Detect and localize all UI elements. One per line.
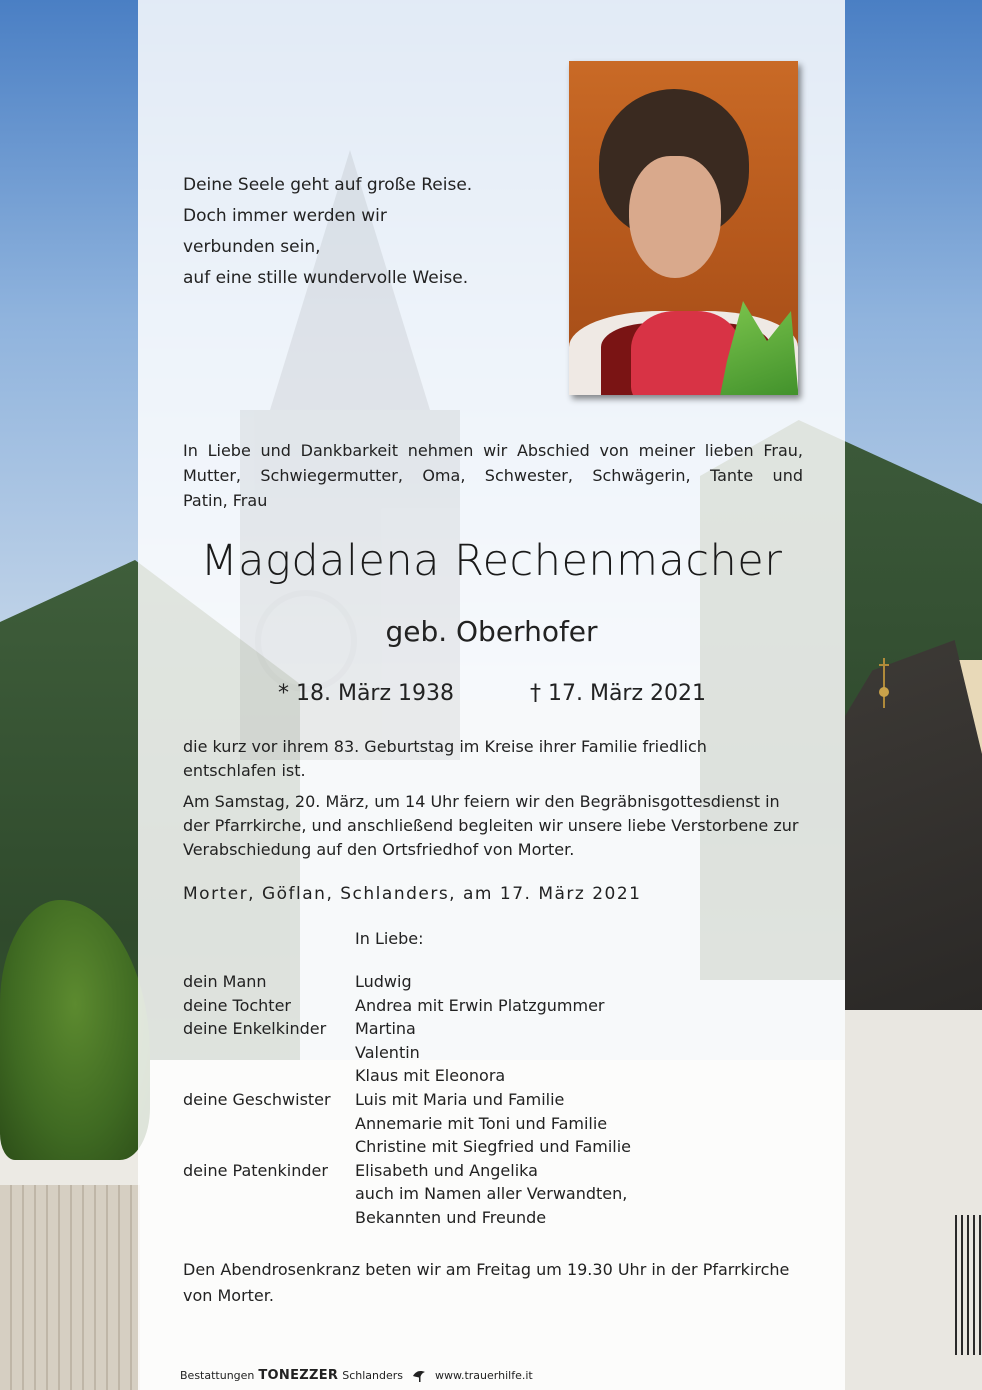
mourner-name: Valentin [355, 1042, 420, 1062]
poem [183, 170, 543, 294]
mourner-row [183, 970, 803, 994]
poem-line: auf eine stille wundervolle Weise. [183, 268, 469, 288]
mourners-list [183, 970, 803, 1230]
mourner-name: Andrea mit Erwin Platzgummer [355, 995, 605, 1015]
mourner-row [183, 1159, 803, 1230]
poem-line: verbunden sein, [183, 237, 321, 257]
mourner-name: Klaus mit Eleonora [355, 1066, 506, 1086]
mourner-name: Bekannten und Freunde [355, 1207, 547, 1227]
life-dates [138, 681, 845, 715]
rosary-text: Den Abendrosenkranz beten wir am Freitag um 19.30 Uhr in der Pfarrkirche von Morter. [183, 1260, 790, 1305]
portrait-photo [569, 61, 798, 395]
passing-text: die kurz vor ihrem 83. Geburtstag im Kreise ihrer Familie friedlich entschlafen ist. [183, 737, 707, 780]
mourner-role: deine Tochter [183, 995, 291, 1015]
death-date: † 17. März 2021 [530, 681, 707, 706]
footer-suffix: Schlanders [342, 1368, 403, 1382]
mourner-role: dein Mann [183, 972, 267, 991]
mourner-role: deine Enkelkinder [183, 1019, 327, 1039]
intro-line: Mutter, Schwiegermutter, Oma, Schwester, Schwägerin, Tante und [183, 466, 803, 485]
intro-text [183, 438, 803, 513]
footer-prefix: Bestattungen [180, 1368, 255, 1382]
intro-line: Patin, Frau [183, 491, 268, 510]
mourner-role: deine Patenkinder [183, 1160, 328, 1180]
footer-website: www.trauerhilfe.it [435, 1368, 533, 1382]
footer-brand: TONEZZER [258, 1367, 339, 1383]
poem-line: Doch immer werden wir [183, 206, 387, 226]
mourner-row [183, 1017, 803, 1088]
mourner-row [183, 1088, 803, 1159]
poem-line: Deine Seele geht auf große Reise. [183, 175, 473, 195]
mourner-name: Luis mit Maria und Familie [355, 1089, 565, 1109]
funeral-text: Am Samstag, 20. März, um 14 Uhr feiern wir den Begräbnisgottesdienst in der Pfarrkirche, und anschließend begleiten wir unsere liebe Verstorbene zur Verabschiedung auf den Ortsfriedhof von Morter. [183, 792, 799, 859]
mourner-name: Martina [355, 1019, 416, 1039]
mourner-role: deine Geschwister [183, 1089, 331, 1109]
maiden-name: geb. Oberhofer [385, 615, 598, 648]
mourner-name: Ludwig [355, 972, 412, 991]
mourner-name: Annemarie mit Toni und Familie [355, 1113, 608, 1133]
mourner-row [183, 994, 803, 1018]
place-date: Morter, Göflan, Schlanders, am 17. März 2021 [183, 884, 642, 904]
footer [180, 1365, 533, 1385]
intro-line: In Liebe und Dankbarkeit nehmen wir Abschied von meiner lieben Frau, [183, 441, 803, 460]
birth-date: * 18. März 1938 [278, 681, 455, 706]
dove-icon [411, 1367, 427, 1383]
deceased-name: Magdalena Rechenmacher [200, 536, 783, 586]
mourner-name: Christine mit Siegfried und Familie [355, 1137, 632, 1157]
mourner-name: auch im Namen aller Verwandten, [355, 1184, 628, 1204]
mourner-name: Elisabeth und Angelika [355, 1160, 538, 1180]
in-liebe-heading: In Liebe: [355, 929, 424, 948]
